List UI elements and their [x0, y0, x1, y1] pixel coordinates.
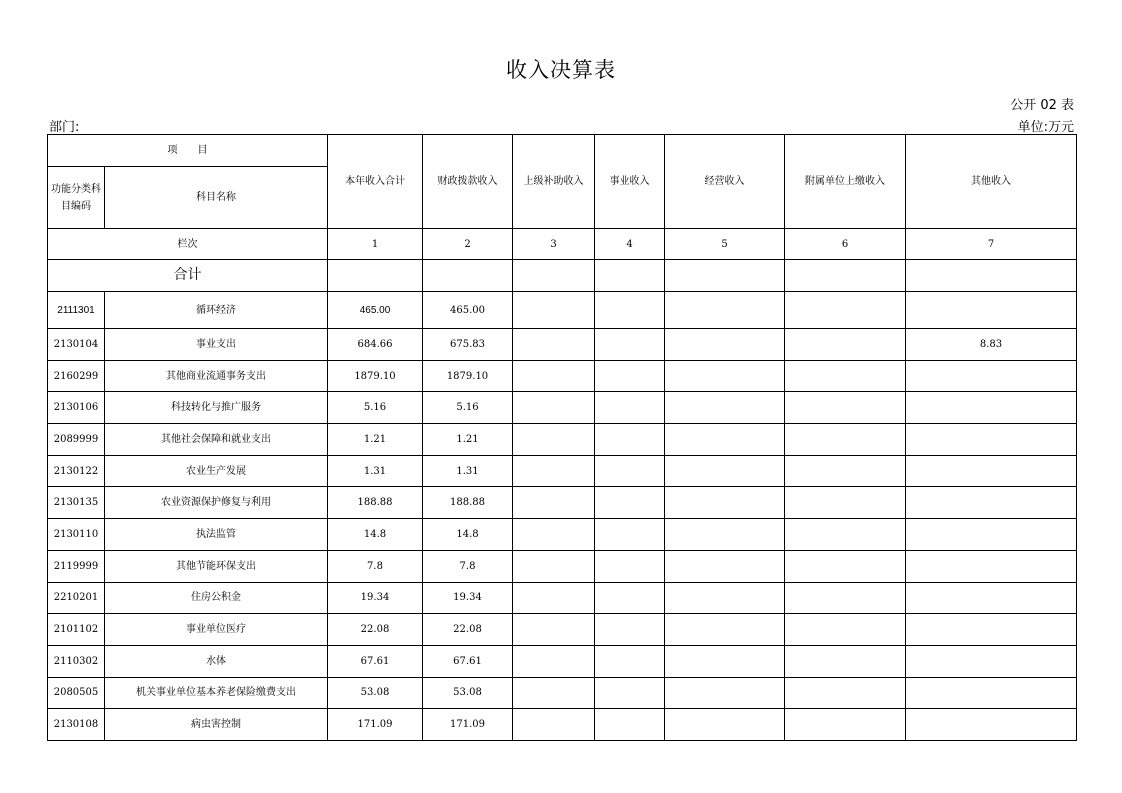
row-total-income: 5.16	[328, 392, 423, 424]
row-total-income: 1879.10	[328, 360, 423, 392]
department-label: 部门:	[49, 120, 80, 135]
row-total-income: 22.08	[328, 614, 423, 646]
row-other-income	[906, 392, 1077, 424]
table-row	[48, 677, 1077, 709]
row-other-income	[906, 424, 1077, 456]
total-cell	[665, 260, 785, 292]
row-superior-subsidy	[513, 582, 595, 614]
row-code: 2210201	[48, 582, 105, 614]
table-row	[48, 709, 1077, 741]
row-affiliate-income	[785, 519, 906, 551]
row-code: 2130108	[48, 709, 105, 741]
row-code: 2130104	[48, 329, 105, 361]
row-code: 2160299	[48, 360, 105, 392]
row-code: 2111301	[48, 292, 105, 329]
row-other-income	[906, 677, 1077, 709]
row-affiliate-income	[785, 645, 906, 677]
row-business-income	[595, 455, 665, 487]
row-business-income	[595, 645, 665, 677]
row-total-income: 53.08	[328, 677, 423, 709]
header-col-4: 事业收入	[595, 135, 665, 229]
row-superior-subsidy	[513, 519, 595, 551]
table-row	[48, 424, 1077, 456]
row-business-income	[595, 424, 665, 456]
row-superior-subsidy	[513, 392, 595, 424]
row-superior-subsidy	[513, 360, 595, 392]
row-superior-subsidy	[513, 614, 595, 646]
row-operating-income	[665, 677, 785, 709]
row-total-income: 1.21	[328, 424, 423, 456]
row-business-income	[595, 519, 665, 551]
header-col-5: 经营收入	[665, 135, 785, 229]
row-total-income: 171.09	[328, 709, 423, 741]
column-number: 7	[906, 229, 1077, 260]
row-code: 2110302	[48, 645, 105, 677]
row-other-income	[906, 360, 1077, 392]
table-row	[48, 292, 1077, 329]
row-business-income	[595, 329, 665, 361]
row-affiliate-income	[785, 677, 906, 709]
row-subject-name: 农业资源保护修复与利用	[105, 487, 328, 519]
unit-label: 单位:万元	[1017, 120, 1074, 135]
row-operating-income	[665, 487, 785, 519]
row-subject-name: 其他社会保障和就业支出	[105, 424, 328, 456]
table-row	[48, 582, 1077, 614]
row-code: 2089999	[48, 424, 105, 456]
total-cell	[328, 260, 423, 292]
total-cell	[785, 260, 906, 292]
row-superior-subsidy	[513, 424, 595, 456]
row-affiliate-income	[785, 392, 906, 424]
row-affiliate-income	[785, 709, 906, 741]
column-number: 3	[513, 229, 595, 260]
row-subject-name: 水体	[105, 645, 328, 677]
income-table	[47, 134, 1077, 741]
header-col-1: 本年收入合计	[328, 135, 423, 229]
row-business-income	[595, 292, 665, 329]
table-row	[48, 360, 1077, 392]
row-operating-income	[665, 292, 785, 329]
row-fiscal-income: 14.8	[423, 519, 513, 551]
row-affiliate-income	[785, 424, 906, 456]
row-code: 2130135	[48, 487, 105, 519]
row-superior-subsidy	[513, 455, 595, 487]
row-operating-income	[665, 329, 785, 361]
row-total-income: 188.88	[328, 487, 423, 519]
row-affiliate-income	[785, 614, 906, 646]
row-affiliate-income	[785, 360, 906, 392]
table-row	[48, 550, 1077, 582]
row-subject-name: 科技转化与推广服务	[105, 392, 328, 424]
row-affiliate-income	[785, 455, 906, 487]
column-number: 6	[785, 229, 906, 260]
row-fiscal-income: 67.61	[423, 645, 513, 677]
header-col-2: 财政拨款收入	[423, 135, 513, 229]
header-project: 项 目	[48, 135, 328, 167]
header-col-6: 附属单位上缴收入	[785, 135, 906, 229]
total-row	[48, 260, 1077, 292]
page-title: 收入决算表	[506, 58, 616, 82]
column-number: 2	[423, 229, 513, 260]
table-row	[48, 455, 1077, 487]
row-total-income: 684.66	[328, 329, 423, 361]
row-other-income	[906, 455, 1077, 487]
row-fiscal-income: 1.31	[423, 455, 513, 487]
row-affiliate-income	[785, 550, 906, 582]
row-superior-subsidy	[513, 709, 595, 741]
row-superior-subsidy	[513, 677, 595, 709]
row-code: 2101102	[48, 614, 105, 646]
row-subject-name: 机关事业单位基本养老保险缴费支出	[105, 677, 328, 709]
row-fiscal-income: 1.21	[423, 424, 513, 456]
row-subject-name: 执法监管	[105, 519, 328, 551]
row-affiliate-income	[785, 292, 906, 329]
row-fiscal-income: 22.08	[423, 614, 513, 646]
row-other-income	[906, 519, 1077, 551]
table-row	[48, 329, 1077, 361]
row-other-income: 8.83	[906, 329, 1077, 361]
row-superior-subsidy	[513, 550, 595, 582]
row-superior-subsidy	[513, 329, 595, 361]
row-total-income: 14.8	[328, 519, 423, 551]
header-func-code: 功能分类科目编码	[48, 167, 105, 229]
row-total-income: 465.00	[328, 292, 423, 329]
row-superior-subsidy	[513, 292, 595, 329]
row-code: 2130106	[48, 392, 105, 424]
row-operating-income	[665, 455, 785, 487]
header-lanci: 栏次	[48, 229, 328, 260]
total-cell	[595, 260, 665, 292]
row-total-income: 67.61	[328, 645, 423, 677]
row-subject-name: 病虫害控制	[105, 709, 328, 741]
row-fiscal-income: 465.00	[423, 292, 513, 329]
row-other-income	[906, 614, 1077, 646]
row-subject-name: 住房公积金	[105, 582, 328, 614]
total-cell	[423, 260, 513, 292]
row-affiliate-income	[785, 487, 906, 519]
table-row	[48, 519, 1077, 551]
header-col-3: 上级补助收入	[513, 135, 595, 229]
row-operating-income	[665, 392, 785, 424]
row-operating-income	[665, 424, 785, 456]
row-fiscal-income: 19.34	[423, 582, 513, 614]
row-subject-name: 其他商业流通事务支出	[105, 360, 328, 392]
row-operating-income	[665, 614, 785, 646]
row-code: 2130110	[48, 519, 105, 551]
column-number: 1	[328, 229, 423, 260]
row-fiscal-income: 1879.10	[423, 360, 513, 392]
row-business-income	[595, 487, 665, 519]
row-fiscal-income: 188.88	[423, 487, 513, 519]
header-col-7: 其他收入	[906, 135, 1077, 229]
row-operating-income	[665, 519, 785, 551]
row-total-income: 7.8	[328, 550, 423, 582]
row-business-income	[595, 614, 665, 646]
row-business-income	[595, 360, 665, 392]
row-fiscal-income: 171.09	[423, 709, 513, 741]
row-affiliate-income	[785, 329, 906, 361]
row-total-income: 1.31	[328, 455, 423, 487]
row-subject-name: 农业生产发展	[105, 455, 328, 487]
column-number-row	[48, 229, 1077, 260]
table-row	[48, 392, 1077, 424]
row-subject-name: 其他节能环保支出	[105, 550, 328, 582]
table-row	[48, 487, 1077, 519]
row-other-income	[906, 582, 1077, 614]
row-business-income	[595, 392, 665, 424]
row-other-income	[906, 487, 1077, 519]
row-fiscal-income: 675.83	[423, 329, 513, 361]
total-label: 合计	[48, 260, 328, 292]
total-cell	[513, 260, 595, 292]
row-operating-income	[665, 360, 785, 392]
row-code: 2130122	[48, 455, 105, 487]
row-business-income	[595, 709, 665, 741]
row-other-income	[906, 550, 1077, 582]
row-operating-income	[665, 645, 785, 677]
table-row	[48, 645, 1077, 677]
row-superior-subsidy	[513, 487, 595, 519]
row-total-income: 19.34	[328, 582, 423, 614]
header-subject-name: 科目名称	[105, 167, 328, 229]
row-code: 2119999	[48, 550, 105, 582]
header-row-project	[48, 135, 1077, 167]
row-fiscal-income: 5.16	[423, 392, 513, 424]
row-other-income	[906, 645, 1077, 677]
row-operating-income	[665, 582, 785, 614]
row-business-income	[595, 677, 665, 709]
row-operating-income	[665, 709, 785, 741]
row-code: 2080505	[48, 677, 105, 709]
row-subject-name: 事业单位医疗	[105, 614, 328, 646]
total-cell	[906, 260, 1077, 292]
row-fiscal-income: 53.08	[423, 677, 513, 709]
row-subject-name: 事业支出	[105, 329, 328, 361]
row-other-income	[906, 709, 1077, 741]
column-number: 4	[595, 229, 665, 260]
column-number: 5	[665, 229, 785, 260]
row-superior-subsidy	[513, 645, 595, 677]
row-affiliate-income	[785, 582, 906, 614]
row-operating-income	[665, 550, 785, 582]
table-row	[48, 614, 1077, 646]
row-other-income	[906, 292, 1077, 329]
row-fiscal-income: 7.8	[423, 550, 513, 582]
form-number: 公开 02 表	[1010, 98, 1074, 113]
row-business-income	[595, 582, 665, 614]
row-subject-name: 循环经济	[105, 292, 328, 329]
row-business-income	[595, 550, 665, 582]
